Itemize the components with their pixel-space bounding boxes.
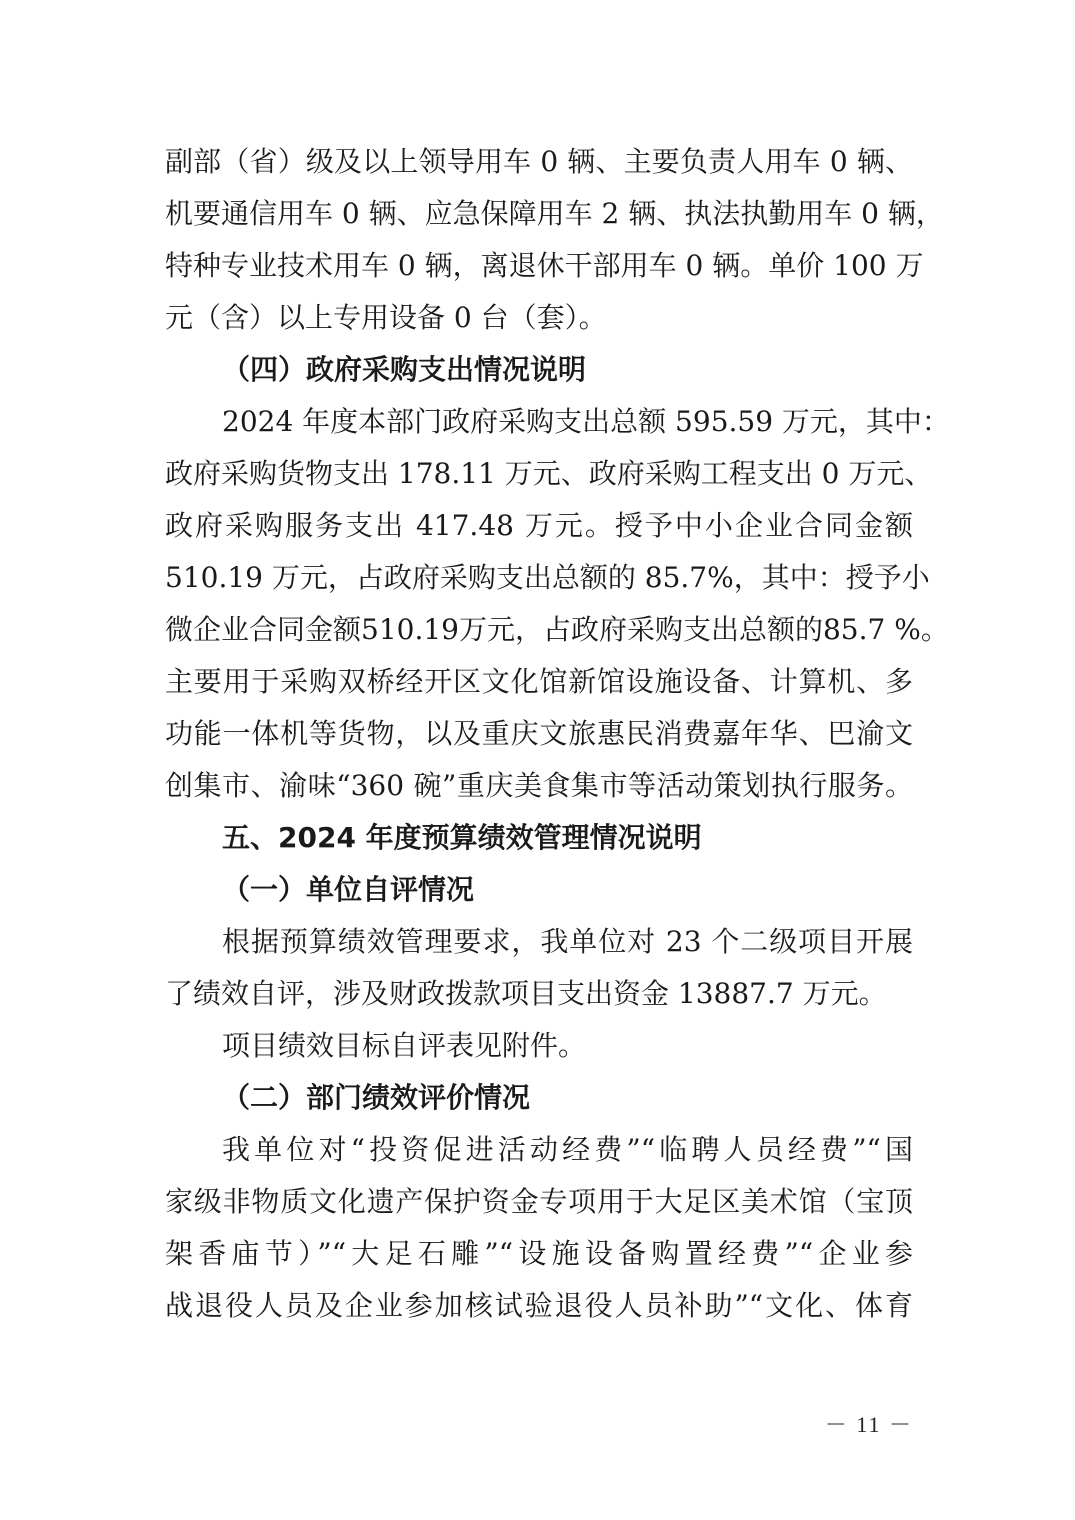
page-number: － 11 － — [824, 1412, 913, 1437]
self-eval-line-2: 了绩效自评，涉及财政拨款项目支出资金 13887.7 万元。 — [165, 977, 887, 1010]
heading-procurement: （四）政府采购支出情况说明 — [222, 353, 587, 386]
dept-eval-line-2: 家级非物质文化遗产保护资金专项用于大足区美术馆（宝顶 — [165, 1185, 913, 1218]
self-eval-line-1: 根据预算绩效管理要求，我单位对 23 个二级项目开展 — [222, 925, 913, 958]
procurement-line-8: 创集市、渝味“360 碗”重庆美食集市等活动策划执行服务。 — [165, 769, 913, 802]
vehicles-line-1: 副部（省）级及以上领导用车 0 辆、主要负责人用车 0 辆、 — [165, 145, 913, 178]
heading-section-5: 五、2024 年度预算绩效管理情况说明 — [222, 821, 702, 854]
procurement-line-2: 政府采购货物支出 178.11 万元、政府采购工程支出 0 万元、 — [165, 457, 933, 490]
procurement-line-4: 510.19 万元，占政府采购支出总额的 85.7%，其中：授予小 — [165, 561, 930, 594]
vehicles-line-4: 元（含）以上专用设备 0 台（套）。 — [165, 301, 607, 334]
dept-eval-line-3: 架香庙节）”“大足石雕”“设施设备购置经费”“企业参 — [165, 1237, 913, 1270]
procurement-line-1: 2024 年度本部门政府采购支出总额 595.59 万元，其中： — [222, 405, 950, 438]
document-body — [165, 136, 950, 1332]
heading-self-evaluation: （一）单位自评情况 — [222, 873, 475, 906]
heading-dept-evaluation: （二）部门绩效评价情况 — [222, 1081, 531, 1114]
dept-eval-line-4: 战退役人员及企业参加核试验退役人员补助”“文化、体育 — [165, 1289, 913, 1322]
procurement-line-3: 政府采购服务支出 417.48 万元。授予中小企业合同金额 — [165, 509, 913, 542]
vehicles-line-3: 特种专业技术用车 0 辆，离退休干部用车 0 辆。单价 100 万 — [165, 249, 924, 282]
procurement-line-7: 功能一体机等货物，以及重庆文旅惠民消费嘉年华、巴渝文 — [165, 717, 913, 750]
vehicles-line-2: 机要通信用车 0 辆、应急保障用车 2 辆、执法执勤用车 0 辆， — [165, 197, 944, 230]
procurement-line-5: 微企业合同金额510.19万元，占政府采购支出总额的85.7 %。 — [165, 613, 949, 646]
dept-eval-line-1: 我单位对“投资促进活动经费”“临聘人员经费”“国 — [222, 1133, 913, 1166]
procurement-line-6: 主要用于采购双桥经开区文化馆新馆设施设备、计算机、多 — [165, 665, 913, 698]
attachment-note: 项目绩效目标自评表见附件。 — [222, 1029, 587, 1062]
